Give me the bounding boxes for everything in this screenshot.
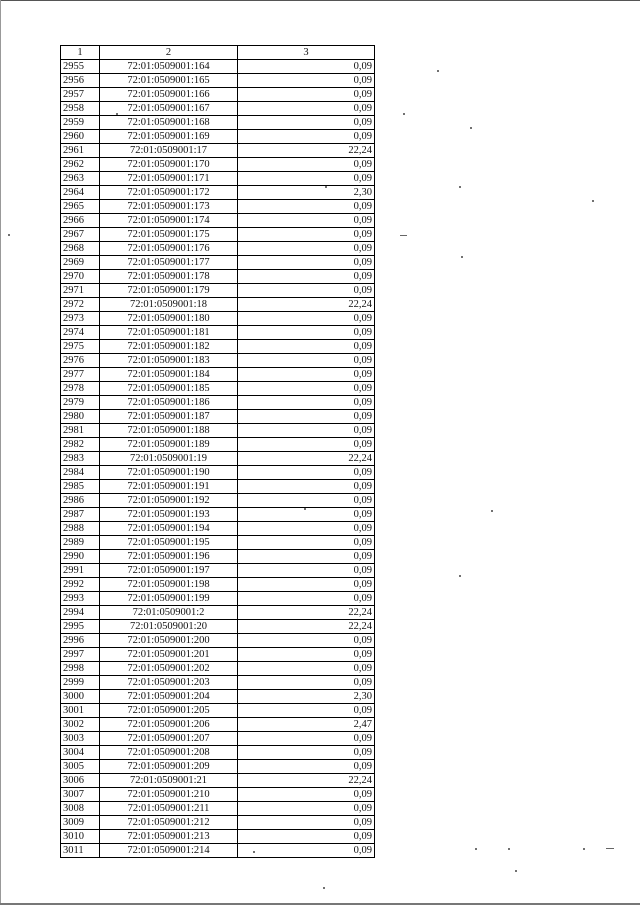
row-number: 2999 [61,676,100,690]
cadastral-number: 72:01:0509001:177 [100,256,238,270]
table-row [61,340,375,354]
row-value: 22,24 [238,144,375,158]
table-row [61,648,375,662]
row-number: 2960 [61,130,100,144]
cadastral-number: 72:01:0509001:208 [100,746,238,760]
table-row [61,256,375,270]
row-number: 2981 [61,424,100,438]
scan-speck [515,870,517,872]
row-number: 2967 [61,228,100,242]
cadastral-number: 72:01:0509001:194 [100,522,238,536]
table-row [61,270,375,284]
register-table [60,45,375,858]
cadastral-number: 72:01:0509001:185 [100,382,238,396]
cadastral-number: 72:01:0509001:21 [100,774,238,788]
table-row [61,186,375,200]
row-value: 0,09 [238,830,375,844]
table-row [61,830,375,844]
row-value: 0,09 [238,746,375,760]
scan-speck [491,510,493,512]
row-value: 0,09 [238,284,375,298]
cadastral-number: 72:01:0509001:180 [100,312,238,326]
cadastral-number: 72:01:0509001:191 [100,480,238,494]
cadastral-number: 72:01:0509001:204 [100,690,238,704]
row-number: 2955 [61,60,100,74]
table-row [61,690,375,704]
cadastral-number: 72:01:0509001:17 [100,144,238,158]
row-number: 3004 [61,746,100,760]
row-number: 3005 [61,760,100,774]
scan-speck [437,70,439,72]
column-header-value: 3 [238,46,375,60]
cadastral-number: 72:01:0509001:19 [100,452,238,466]
row-value: 0,09 [238,116,375,130]
table-row [61,158,375,172]
row-value: 0,09 [238,648,375,662]
row-number: 2964 [61,186,100,200]
table-row [61,102,375,116]
cadastral-number: 72:01:0509001:190 [100,466,238,480]
table-row [61,522,375,536]
row-number: 3000 [61,690,100,704]
scan-speck [8,234,10,236]
scan-speck [323,887,325,889]
row-number: 3007 [61,788,100,802]
scan-edge-left [0,0,1,905]
table-row [61,746,375,760]
row-number: 2982 [61,438,100,452]
row-number: 2987 [61,508,100,522]
table-row [61,676,375,690]
row-number: 2959 [61,116,100,130]
table-row [61,214,375,228]
scan-speck [459,186,461,188]
table-row [61,368,375,382]
table-row [61,550,375,564]
row-number: 2996 [61,634,100,648]
scan-dash [606,848,614,849]
column-header-cadastral: 2 [100,46,238,60]
cadastral-number: 72:01:0509001:169 [100,130,238,144]
scan-speck [508,848,510,850]
row-number: 2977 [61,368,100,382]
row-value: 22,24 [238,298,375,312]
cadastral-number: 72:01:0509001:187 [100,410,238,424]
row-value: 0,09 [238,410,375,424]
row-number: 3008 [61,802,100,816]
table-row [61,312,375,326]
table-row [61,620,375,634]
cadastral-number: 72:01:0509001:197 [100,564,238,578]
cadastral-number: 72:01:0509001:212 [100,816,238,830]
cadastral-number: 72:01:0509001:178 [100,270,238,284]
row-number: 3003 [61,732,100,746]
row-value: 0,09 [238,158,375,172]
row-value: 0,09 [238,214,375,228]
cadastral-number: 72:01:0509001:175 [100,228,238,242]
row-value: 2,30 [238,690,375,704]
row-number: 2992 [61,578,100,592]
table-row [61,844,375,858]
table-row [61,228,375,242]
row-value: 0,09 [238,522,375,536]
table-row [61,424,375,438]
row-number: 2958 [61,102,100,116]
table-row [61,410,375,424]
row-number: 2998 [61,662,100,676]
table-header-row [61,46,375,60]
row-number: 2995 [61,620,100,634]
row-value: 0,09 [238,536,375,550]
table-row [61,494,375,508]
scan-speck [461,256,463,258]
table-row [61,606,375,620]
cadastral-number: 72:01:0509001:18 [100,298,238,312]
cadastral-number: 72:01:0509001:211 [100,802,238,816]
table-row [61,382,375,396]
row-number: 2990 [61,550,100,564]
row-value: 0,09 [238,802,375,816]
table-row [61,480,375,494]
cadastral-number: 72:01:0509001:199 [100,592,238,606]
cadastral-number: 72:01:0509001:173 [100,200,238,214]
row-number: 2972 [61,298,100,312]
row-value: 0,09 [238,676,375,690]
table-row [61,298,375,312]
row-value: 0,09 [238,312,375,326]
row-number: 2968 [61,242,100,256]
scan-speck [325,186,327,188]
table-row [61,396,375,410]
row-value: 0,09 [238,228,375,242]
cadastral-number: 72:01:0509001:164 [100,60,238,74]
row-number: 3010 [61,830,100,844]
cadastral-number: 72:01:0509001:189 [100,438,238,452]
table-row [61,732,375,746]
row-number: 3006 [61,774,100,788]
cadastral-number: 72:01:0509001:193 [100,508,238,522]
table-row [61,718,375,732]
row-number: 2969 [61,256,100,270]
row-number: 3009 [61,816,100,830]
table-row [61,508,375,522]
row-value: 0,09 [238,578,375,592]
row-number: 2957 [61,88,100,102]
table-row [61,634,375,648]
row-value: 0,09 [238,550,375,564]
row-number: 2974 [61,326,100,340]
row-number: 2988 [61,522,100,536]
table-row [61,354,375,368]
row-number: 3002 [61,718,100,732]
table-row [61,200,375,214]
row-value: 0,09 [238,788,375,802]
row-value: 0,09 [238,662,375,676]
row-value: 0,09 [238,396,375,410]
row-value: 0,09 [238,354,375,368]
row-value: 0,09 [238,494,375,508]
row-number: 2989 [61,536,100,550]
row-value: 0,09 [238,564,375,578]
table-row [61,592,375,606]
table-row [61,760,375,774]
row-number: 2963 [61,172,100,186]
row-value: 22,24 [238,774,375,788]
row-number: 2956 [61,74,100,88]
row-value: 0,09 [238,88,375,102]
row-value: 0,09 [238,438,375,452]
table-row [61,466,375,480]
cadastral-number: 72:01:0509001:207 [100,732,238,746]
row-number: 2962 [61,158,100,172]
cadastral-number: 72:01:0509001:209 [100,760,238,774]
scan-speck [253,851,255,853]
row-number: 2994 [61,606,100,620]
row-value: 22,24 [238,620,375,634]
row-value: 0,09 [238,382,375,396]
cadastral-number: 72:01:0509001:182 [100,340,238,354]
row-number: 2984 [61,466,100,480]
cadastral-number: 72:01:0509001:179 [100,284,238,298]
cadastral-number: 72:01:0509001:214 [100,844,238,858]
table-row [61,452,375,466]
cadastral-number: 72:01:0509001:202 [100,662,238,676]
row-number: 2991 [61,564,100,578]
cadastral-number: 72:01:0509001:201 [100,648,238,662]
table-row [61,774,375,788]
cadastral-number: 72:01:0509001:165 [100,74,238,88]
scan-speck [403,113,405,115]
row-number: 3011 [61,844,100,858]
table-row [61,88,375,102]
cadastral-number: 72:01:0509001:166 [100,88,238,102]
scan-speck [459,575,461,577]
table-row [61,130,375,144]
row-value: 2,47 [238,718,375,732]
row-value: 0,09 [238,592,375,606]
cadastral-number: 72:01:0509001:183 [100,354,238,368]
scan-dash [400,235,407,236]
cadastral-number: 72:01:0509001:203 [100,676,238,690]
table-row [61,816,375,830]
table-row [61,536,375,550]
cadastral-number: 72:01:0509001:195 [100,536,238,550]
cadastral-number: 72:01:0509001:176 [100,242,238,256]
table-row [61,802,375,816]
row-number: 2978 [61,382,100,396]
cadastral-number: 72:01:0509001:170 [100,158,238,172]
cadastral-number: 72:01:0509001:20 [100,620,238,634]
row-value: 22,24 [238,606,375,620]
table-row [61,74,375,88]
row-number: 2970 [61,270,100,284]
cadastral-number: 72:01:0509001:188 [100,424,238,438]
table-row [61,788,375,802]
table-row [61,242,375,256]
row-number: 2965 [61,200,100,214]
row-value: 0,09 [238,340,375,354]
row-value: 0,09 [238,480,375,494]
row-number: 2986 [61,494,100,508]
cadastral-number: 72:01:0509001:205 [100,704,238,718]
cadastral-number: 72:01:0509001:206 [100,718,238,732]
row-value: 0,09 [238,74,375,88]
table-row [61,438,375,452]
row-value: 0,09 [238,844,375,858]
cadastral-number: 72:01:0509001:198 [100,578,238,592]
row-number: 2985 [61,480,100,494]
row-value: 0,09 [238,424,375,438]
scan-speck [592,200,594,202]
cadastral-number: 72:01:0509001:200 [100,634,238,648]
row-number: 2980 [61,410,100,424]
row-value: 2,30 [238,186,375,200]
cadastral-number: 72:01:0509001:186 [100,396,238,410]
cadastral-number: 72:01:0509001:213 [100,830,238,844]
row-value: 0,09 [238,256,375,270]
row-value: 0,09 [238,816,375,830]
scan-speck [475,848,477,850]
cadastral-number: 72:01:0509001:210 [100,788,238,802]
scan-speck [470,127,472,129]
row-value: 0,09 [238,368,375,382]
row-value: 0,09 [238,704,375,718]
row-number: 2973 [61,312,100,326]
row-value: 0,09 [238,172,375,186]
row-number: 2993 [61,592,100,606]
table-row [61,662,375,676]
column-header-number: 1 [61,46,100,60]
row-value: 0,09 [238,102,375,116]
row-value: 0,09 [238,466,375,480]
row-number: 2976 [61,354,100,368]
row-value: 0,09 [238,508,375,522]
row-number: 2971 [61,284,100,298]
row-number: 2966 [61,214,100,228]
scan-speck [304,508,306,510]
table-row [61,116,375,130]
row-number: 2961 [61,144,100,158]
cadastral-number: 72:01:0509001:2 [100,606,238,620]
table-row [61,60,375,74]
cadastral-number: 72:01:0509001:174 [100,214,238,228]
row-value: 0,09 [238,732,375,746]
table-row [61,564,375,578]
row-number: 2975 [61,340,100,354]
cadastral-number: 72:01:0509001:168 [100,116,238,130]
register-table-body [61,46,375,858]
row-value: 0,09 [238,200,375,214]
scan-edge-top [0,0,640,1]
scan-speck [116,113,118,115]
scan-speck [583,848,585,850]
row-number: 2983 [61,452,100,466]
table-row [61,704,375,718]
cadastral-number: 72:01:0509001:171 [100,172,238,186]
row-number: 3001 [61,704,100,718]
table-row [61,284,375,298]
row-value: 22,24 [238,452,375,466]
row-value: 0,09 [238,270,375,284]
cadastral-number: 72:01:0509001:172 [100,186,238,200]
row-value: 0,09 [238,326,375,340]
row-value: 0,09 [238,130,375,144]
cadastral-number: 72:01:0509001:184 [100,368,238,382]
cadastral-number: 72:01:0509001:181 [100,326,238,340]
table-row [61,326,375,340]
table-row [61,578,375,592]
cadastral-number: 72:01:0509001:196 [100,550,238,564]
row-value: 0,09 [238,760,375,774]
cadastral-number: 72:01:0509001:167 [100,102,238,116]
row-number: 2997 [61,648,100,662]
table-row [61,144,375,158]
row-value: 0,09 [238,242,375,256]
row-value: 0,09 [238,634,375,648]
row-value: 0,09 [238,60,375,74]
cadastral-number: 72:01:0509001:192 [100,494,238,508]
row-number: 2979 [61,396,100,410]
table-row [61,172,375,186]
